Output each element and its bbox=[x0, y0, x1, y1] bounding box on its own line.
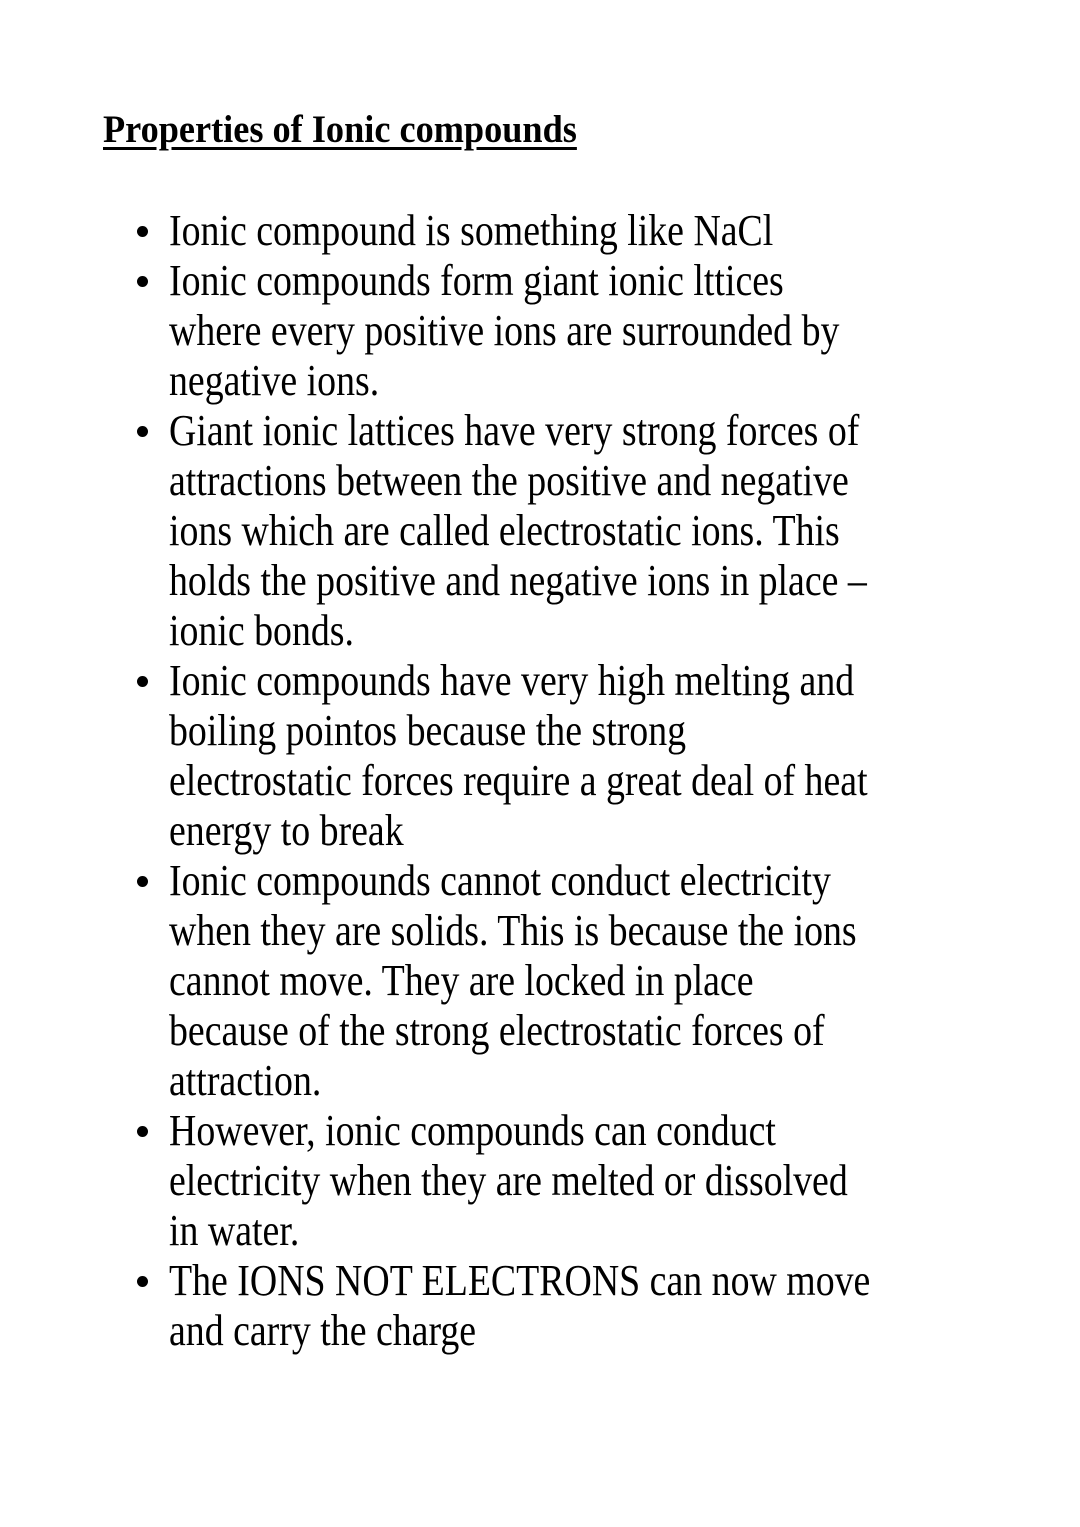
bullet-text-line: The IONS NOT ELECTRONS can now move bbox=[169, 1256, 871, 1305]
bullet-item bbox=[0, 656, 985, 856]
bullet-item bbox=[0, 206, 985, 256]
bullet-text-line: when they are solids. This is because the ions bbox=[169, 906, 857, 955]
bullet-text-line: Ionic compounds have very high melting and bbox=[169, 656, 855, 705]
bullet-text-line: in water. bbox=[169, 1206, 300, 1255]
page-title: Properties of Ionic compounds bbox=[103, 108, 577, 151]
bullet-dot-icon bbox=[137, 426, 148, 437]
bullet-text-line: where every positive ions are surrounded by bbox=[169, 306, 840, 355]
bullet-text-line: holds the positive and negative ions in place – bbox=[169, 556, 867, 605]
bullet-text-line: electrostatic forces require a great deal of heat bbox=[169, 756, 868, 805]
bullet-dot-icon bbox=[137, 1276, 148, 1287]
bullet-text-line: because of the strong electrostatic forces of bbox=[169, 1006, 825, 1055]
bullet-text-line: boiling pointos because the strong bbox=[169, 706, 687, 755]
bullet-dot-icon bbox=[137, 1126, 148, 1137]
bullet-text-line: cannot move. They are locked in place bbox=[169, 956, 754, 1005]
bullet-text-line: attractions between the positive and negative bbox=[169, 456, 849, 505]
bullet-item bbox=[0, 406, 985, 656]
bullet-dot-icon bbox=[137, 226, 148, 237]
bullet-text-line: However, ionic compounds can conduct bbox=[169, 1106, 776, 1155]
bullet-text-line: attraction. bbox=[169, 1056, 322, 1105]
bullet-text-line: energy to break bbox=[169, 806, 404, 855]
bullet-item bbox=[0, 1106, 985, 1256]
bullet-item bbox=[0, 856, 985, 1106]
bullet-text-line: and carry the charge bbox=[169, 1306, 477, 1355]
bullet-dot-icon bbox=[137, 676, 148, 687]
bullet-text-line: ionic bonds. bbox=[169, 606, 354, 655]
bullet-text-line: negative ions. bbox=[169, 356, 380, 405]
bullet-list bbox=[0, 206, 985, 1356]
bullet-text-line: Giant ionic lattices have very strong forces of bbox=[169, 406, 860, 455]
bullet-dot-icon bbox=[137, 876, 148, 887]
bullet-text-line: Ionic compounds cannot conduct electricity bbox=[169, 856, 831, 905]
bullet-text-line: Ionic compound is something like NaCl bbox=[169, 206, 774, 255]
bullet-text-line: ions which are called electrostatic ions. This bbox=[169, 506, 840, 555]
bullet-item bbox=[0, 256, 985, 406]
bullet-item bbox=[0, 1256, 985, 1356]
bullet-text-line: Ionic compounds form giant ionic lttices bbox=[169, 256, 784, 305]
bullet-text-line: electricity when they are melted or dissolved bbox=[169, 1156, 848, 1205]
bullet-dot-icon bbox=[137, 276, 148, 287]
